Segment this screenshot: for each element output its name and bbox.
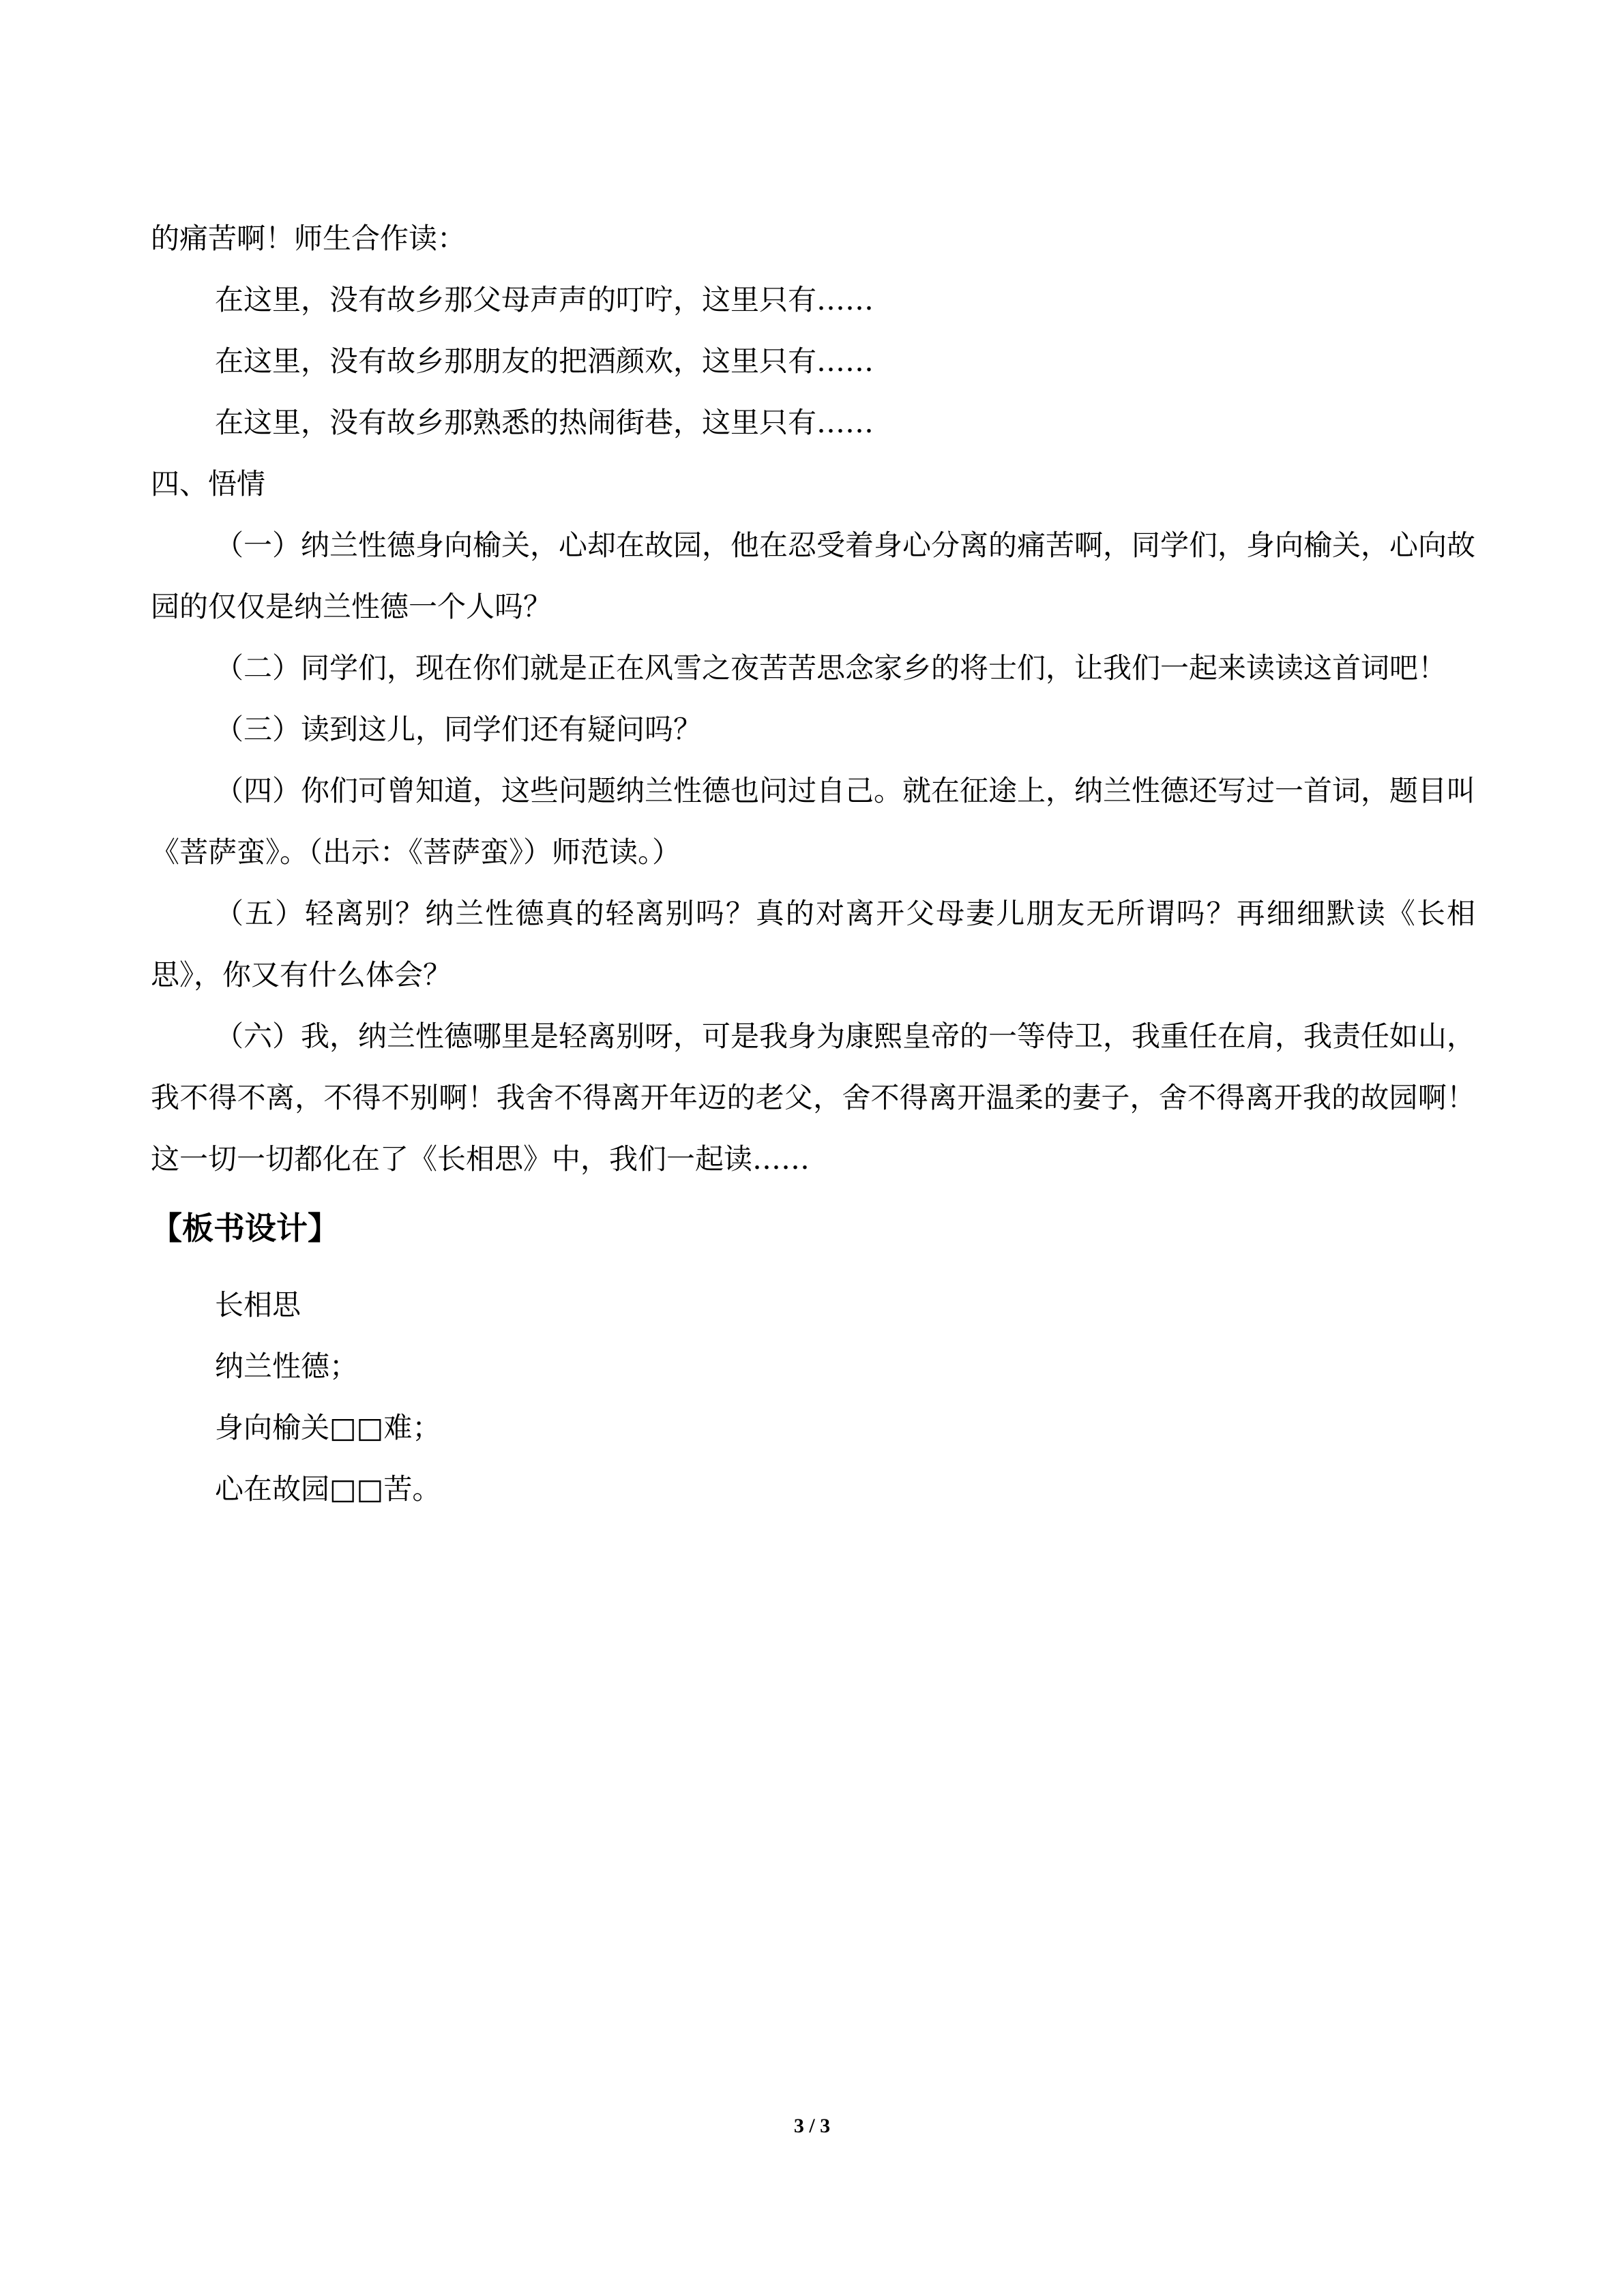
board-line: 长相思	[215, 1288, 301, 1322]
paragraph: （二）同学们，现在你们就是正在风雪之夜苦苦思念家乡的将士们，让我们一起来读读这首词吧！	[215, 651, 1447, 685]
paragraph: （四）你们可曾知道，这些问题纳兰性德也问过自己。就在征途上，纳兰性德还写过一首词，题目叫《菩萨蛮》。（出示：《菩萨蛮》）师范读。）	[151, 774, 1476, 869]
page-number: 3 / 3	[793, 2115, 831, 2137]
paragraph: （六）我，纳兰性德哪里是轻离别呀，可是我身为康熙皇帝的一等侍卫，我重任在肩，我责任如山，我不得不离，不得不别啊！我舍不得离开年迈的老父，舍不得离开温柔的妻子，舍不得离开我的故园啊！这一切一切都化在了《长相思》中，我们一起读……	[151, 1019, 1476, 1176]
recitation-line: 在这里，没有故乡那朋友的把酒颜欢，这里只有……	[215, 344, 874, 378]
board-design	[151, 1274, 1475, 1520]
paragraph: （五）轻离别？纳兰性德真的轻离别吗？真的对离开父母妻儿朋友无所谓吗？再细细默读《长相思》，你又有什么体会？	[151, 897, 1475, 992]
board-line: 纳兰性德；	[215, 1350, 359, 1383]
section-title: 四、悟情	[151, 467, 266, 501]
paragraph: （一）纳兰性德身向榆关，心却在故园，他在忍受着身心分离的痛苦啊，同学们，身向榆关，心向故园的仅仅是纳兰性德一个人吗？	[151, 528, 1476, 623]
continuation-text: 的痛苦啊！师生合作读：	[151, 222, 467, 255]
section-paragraphs	[151, 515, 1475, 1190]
board-line: 心在故园□□苦。	[215, 1472, 441, 1506]
paragraph: （三）读到这儿，同学们还有疑问吗？	[215, 713, 703, 746]
recitation-line: 在这里，没有故乡那父母声声的叮咛，这里只有……	[215, 283, 874, 316]
board-design-heading: 【板书设计】	[151, 1210, 339, 1247]
recitation-line: 在这里，没有故乡那熟悉的热闹街巷，这里只有……	[215, 406, 874, 439]
recitation-block	[151, 269, 1475, 453]
board-line: 身向榆关□□难；	[215, 1411, 441, 1444]
page-content	[151, 208, 1475, 1520]
